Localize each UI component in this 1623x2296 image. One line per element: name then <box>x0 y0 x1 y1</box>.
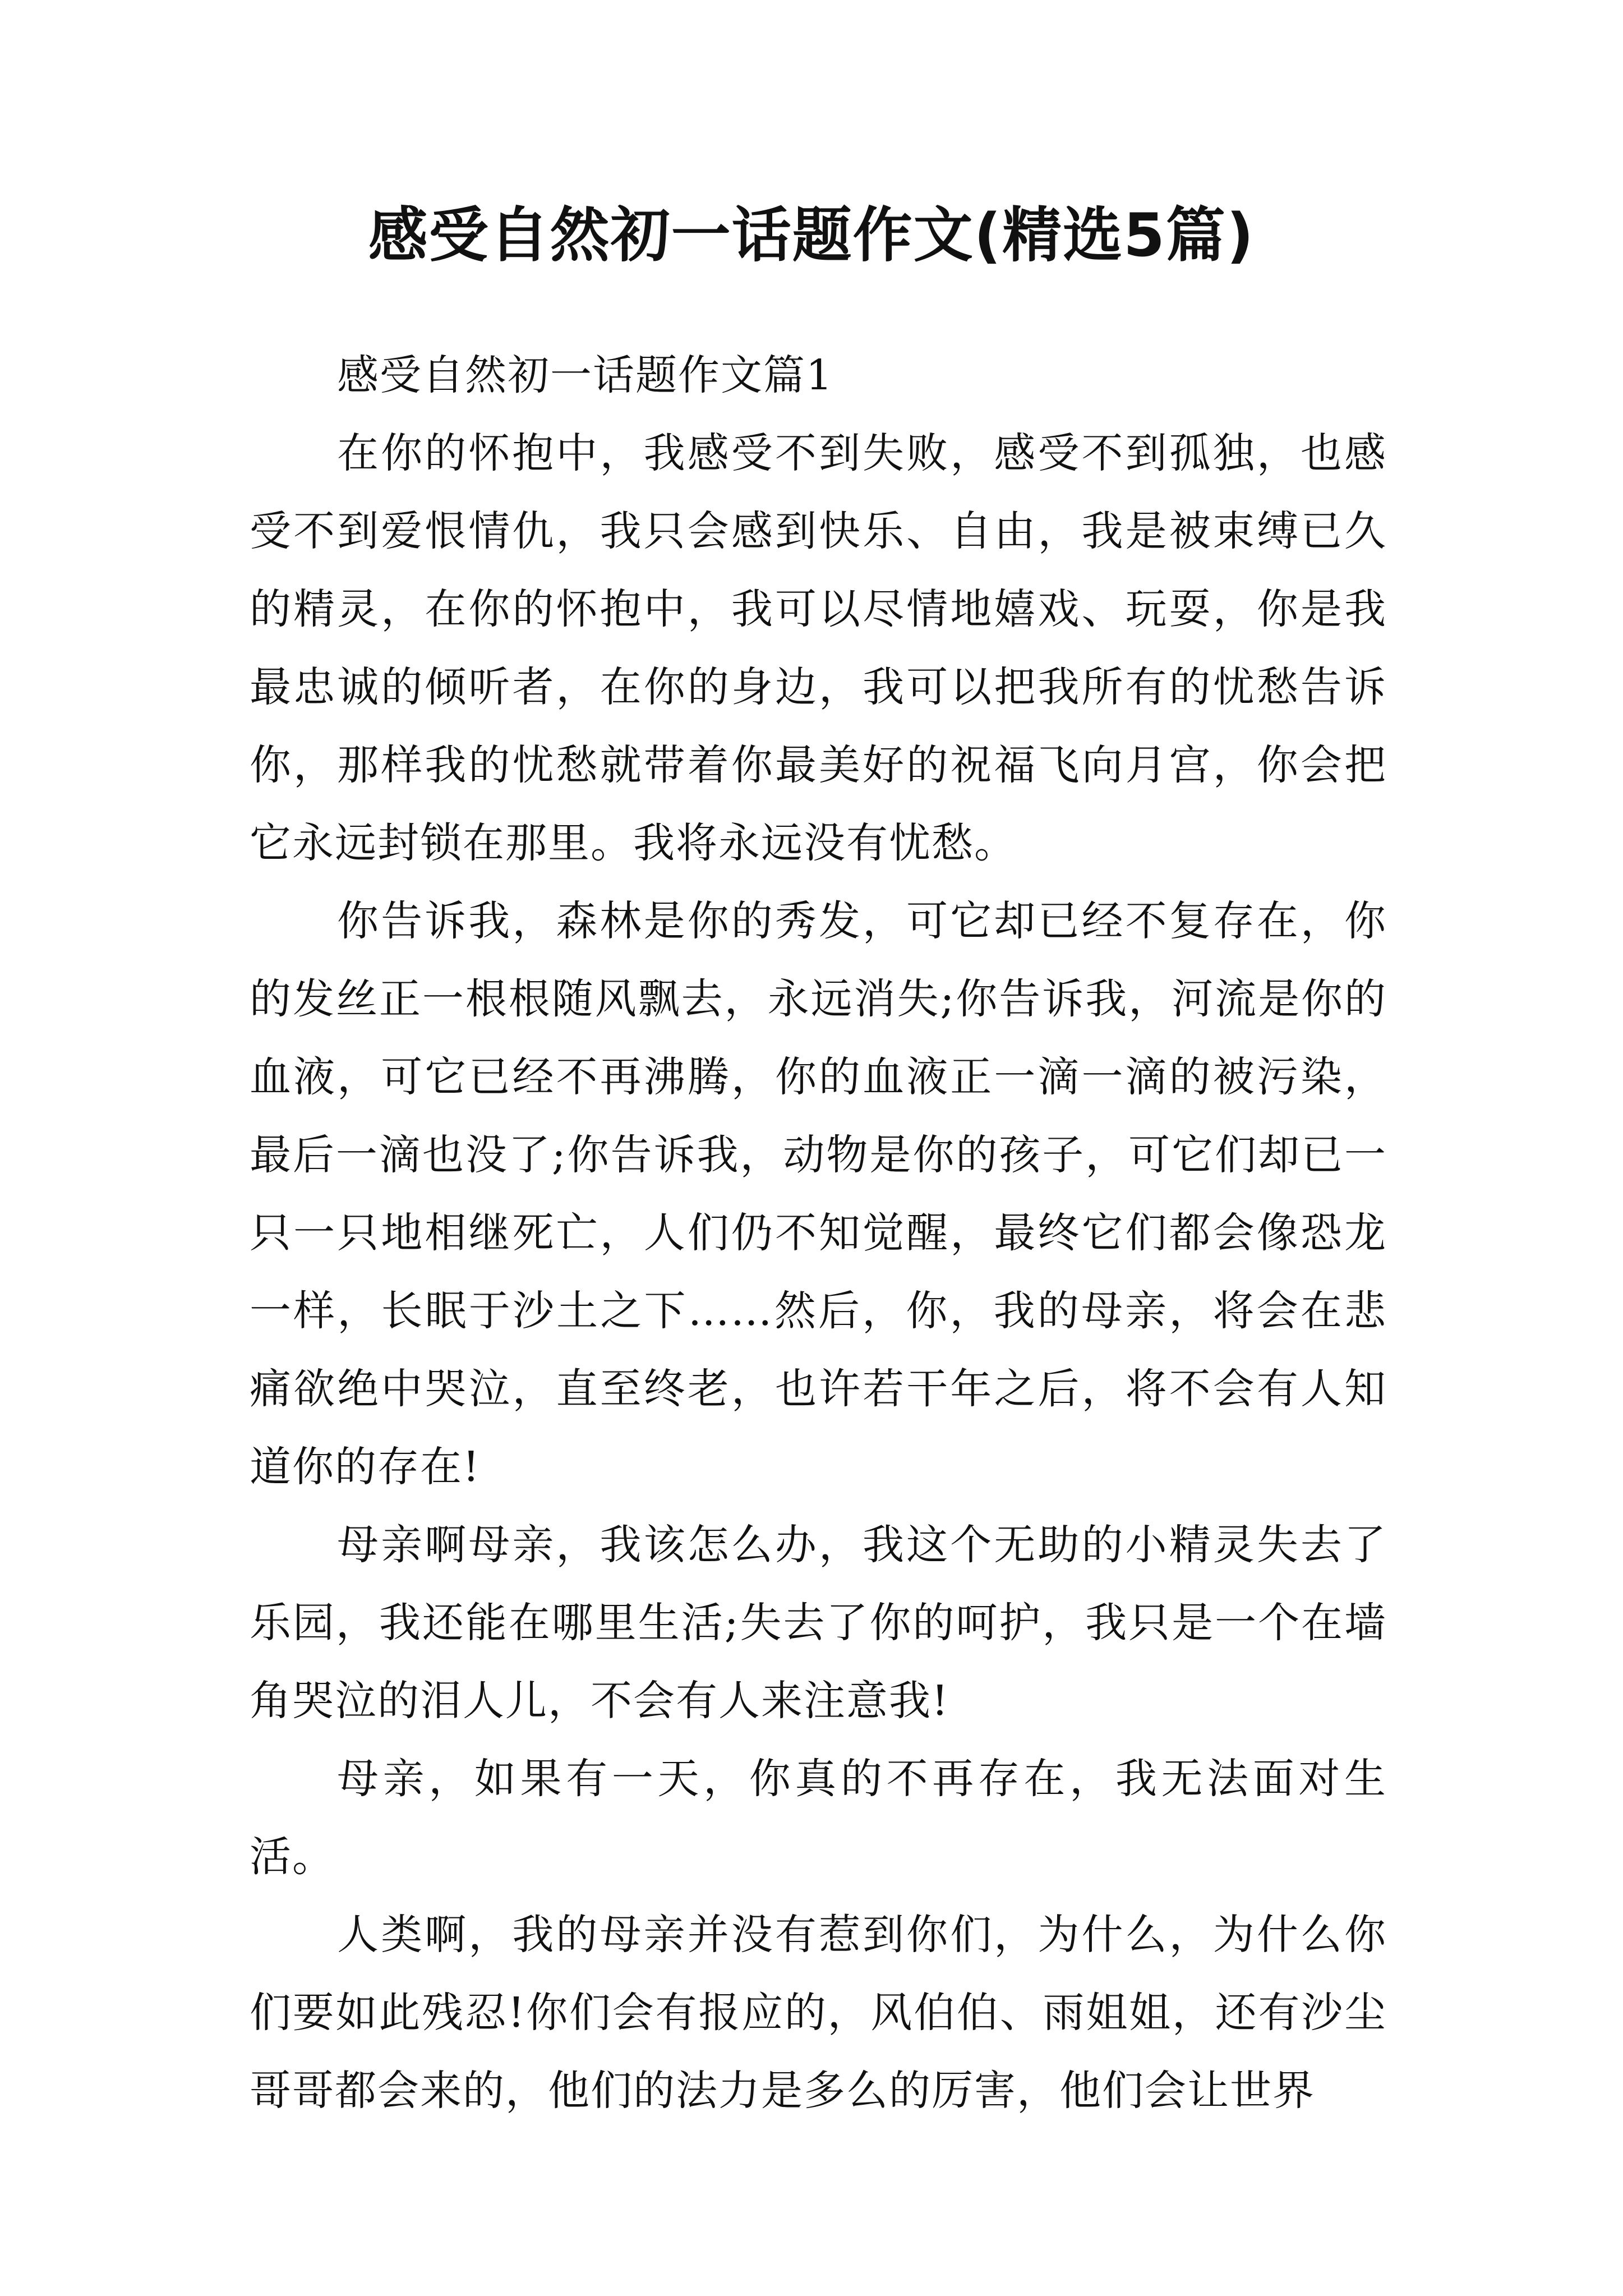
section-heading: 感受自然初一话题作文篇1 <box>337 351 834 399</box>
paragraph-2: 你告诉我，森林是你的秀发，可它却已经不复存在，你的发丝正一根根随风飘去，永远消失;你告诉我，河流是你的血液，可它已经不再沸腾，你的血液正一滴一滴的被污染，最后一滴也没了;你告诉我，动物是你的孩子，可它们却已一只一只地相继死亡，人们仍不知觉醒，最终它们都会像恐龙一样，长眠于沙土之下……然后，你，我的母亲，将会在悲痛欲绝中哭泣，直至终老，也许若干年之后，将不会有人知道你的存在! <box>250 897 1387 1491</box>
paragraph-5: 人类啊，我的母亲并没有惹到你们，为什么，为什么你们要如此残忍!你们会有报应的，风伯伯、雨姐姐，还有沙尘哥哥都会来的，他们的法力是多么的厉害，他们会让世界 <box>250 1911 1387 2115</box>
paragraph-1: 在你的怀抱中，我感受不到失败，感受不到孤独，也感受不到爱恨情仇，我只会感到快乐、自由，我是被束缚已久的精灵，在你的怀抱中，我可以尽情地嬉戏、玩耍，你是我最忠诚的倾听者，在你的身边，我可以把我所有的忧愁告诉你，那样我的忧愁就带着你最美好的祝福飞向月宫，你会把它永远封锁在那里。我将永远没有忧愁。 <box>250 429 1387 867</box>
document-body <box>250 337 1387 2130</box>
paragraph-4: 母亲，如果有一天，你真的不再存在，我无法面对生活。 <box>250 1755 1387 1881</box>
document-title: 感受自然初一话题作文(精选5篇) <box>368 201 1255 270</box>
paragraph-3: 母亲啊母亲，我该怎么办，我这个无助的小精灵失去了乐园，我还能在哪里生活;失去了你的呵护，我只是一个在墙角哭泣的泪人儿，不会有人来注意我! <box>250 1521 1387 1725</box>
